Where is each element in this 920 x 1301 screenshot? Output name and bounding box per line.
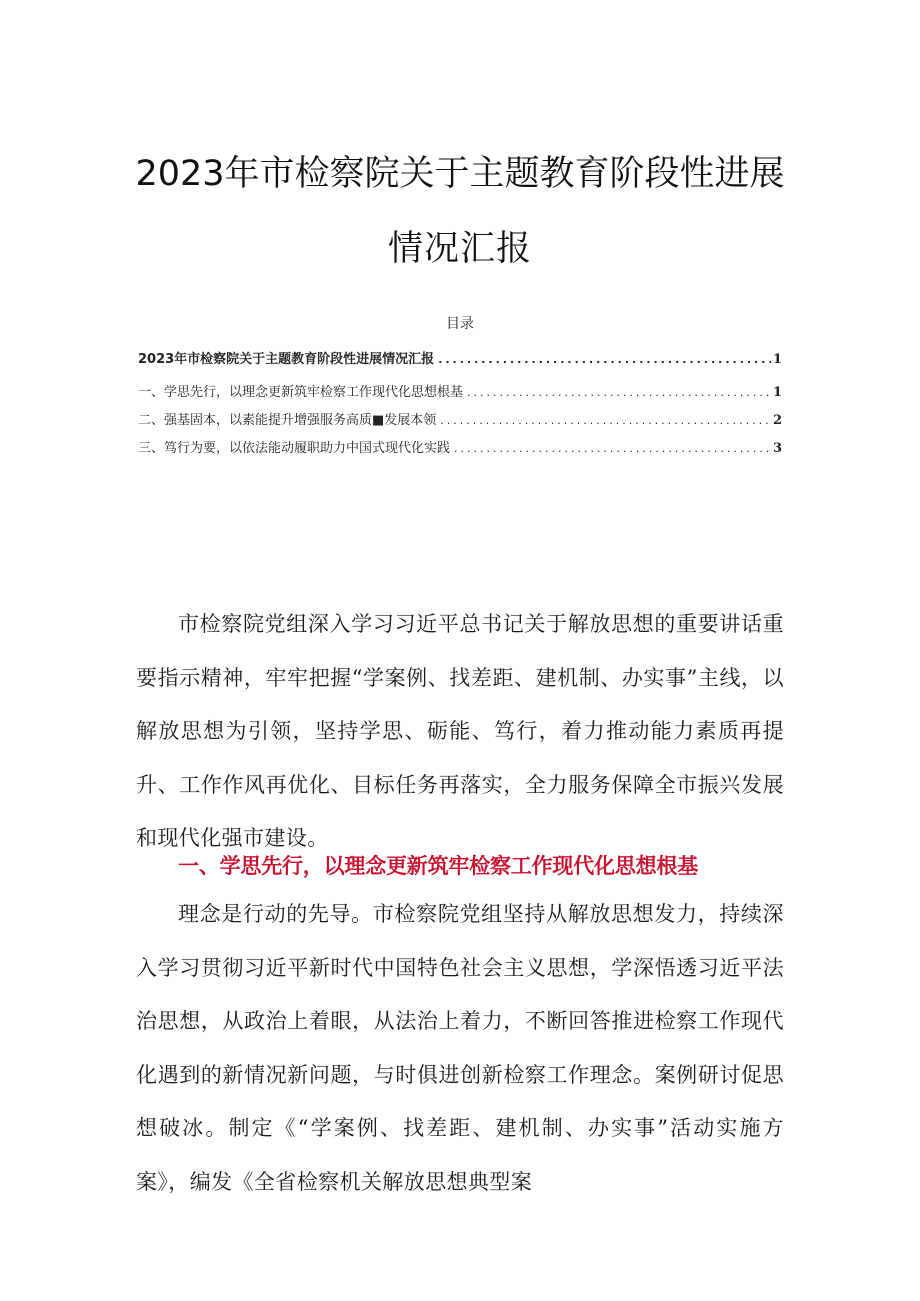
toc-dot-leader [467,383,771,402]
document-title-line-1: 2023年市检察院关于主题教育阶段性进展 [135,154,785,194]
toc-entry-title: 三、笃行为要，以依法能动履职助力中国式现代化实践 [138,441,451,456]
toc-dot-leader [438,350,771,369]
toc-entry-page: 3 [772,441,782,456]
body-paragraph-section-1: 理念是行动的先导。市检察院党组坚持从解放思想发力，持续深入学习贯彻习近平新时代中国特色社会主义思想，学深悟透习近平法治思想，从政治上着眼，从法治上着力，不断回答推进检察工作现代化遇到的新情况新问题，与时俱进创新检察工作理念。案例研讨促思想破冰。制定《“学案例、找差距、建机制、办实事”活动实施方案》，编发《全省检察机关解放思想典型案 [136,902,784,1194]
toc-entry[interactable] [138,411,782,430]
toc-entry[interactable] [138,350,782,369]
toc-entry-page: 1 [772,352,782,367]
toc-entry-page: 2 [772,413,782,428]
toc-dot-leader [440,411,771,430]
toc-entry-title: 2023年市检察院关于主题教育阶段性进展情况汇报 [138,352,435,367]
section-heading-1: 一、学思先行，以理念更新筑牢检察工作现代化思想根基 [178,854,698,878]
toc-entry-page: 1 [772,385,782,400]
body-paragraph-intro: 市检察院党组深入学习习近平总书记关于解放思想的重要讲话重要指示精神，牢牢把握“学案例、找差距、建机制、办实事”主线，以解放思想为引领，坚持学思、砺能、笃行，着力推动能力素质再提升、工作作风再优化、目标任务再落实，全力服务保障全市振兴发展和现代化强市建设。 [136,612,784,850]
document-title-line-2: 情况汇报 [387,229,532,269]
toc-entry[interactable] [138,439,782,458]
toc-entry-title: 一、学思先行，以理念更新筑牢检察工作现代化思想根基 [138,385,464,400]
toc-heading: 目录 [446,316,474,332]
toc-entry[interactable] [138,383,782,402]
toc-entry-title: 二、强基固本，以素能提升增强服务高质■发展本领 [138,413,437,428]
toc-dot-leader [454,439,771,458]
table-of-contents [138,350,782,467]
